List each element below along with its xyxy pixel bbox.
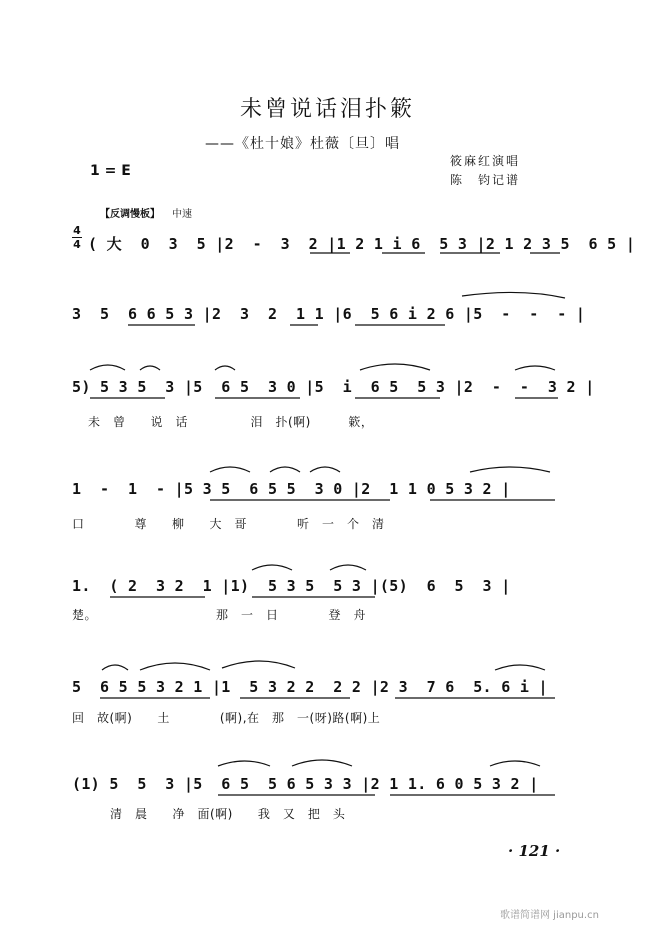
tempo-marking: 中速 xyxy=(172,209,192,220)
tie-slur xyxy=(360,364,430,370)
tie-slur xyxy=(222,661,295,668)
tie-slur xyxy=(215,366,235,370)
tie-slur xyxy=(270,467,300,472)
song-subtitle: ——《杜十娘》杜薇〔旦〕唱 xyxy=(205,136,400,152)
tie-slur xyxy=(515,366,555,370)
notation-line: ( 大 0 3 5 |2 - 3 2 |1 2 1 i 6 5 3 |2 1 2 3 5 6 5 | xyxy=(88,235,636,253)
tie-slur xyxy=(140,663,210,670)
tie-slur xyxy=(90,365,125,370)
notation-line: 3 5 6 6 5 3 |2 3 2 1 1 |6 5 6 i 2 6 |5 - - - | xyxy=(72,305,586,323)
notation-line: 5 6 5 5 3 2 1 |1 5 3 2 2 2 2 |2 3 7 6 5. 6 i | xyxy=(72,678,548,696)
lyrics-line: 口 尊 柳 大 哥 听 一 个 清 xyxy=(72,517,385,531)
tie-slur xyxy=(210,467,250,472)
tie-slur xyxy=(462,292,565,298)
tie-slur xyxy=(252,565,292,570)
song-title: 未曾说话泪扑簌 xyxy=(239,97,415,122)
lyrics-line: 回 故(啊) 土 (啊),在 那 一(呀)路(啊)上 xyxy=(72,711,381,725)
tie-slur xyxy=(218,761,270,766)
notation-line: 1. ( 2 3 2 1 |1) 5 3 5 5 3 |(5) 6 5 3 | xyxy=(72,577,511,595)
tie-slur xyxy=(470,467,550,472)
notation-line: 1 - 1 - |5 3 5 6 5 5 3 0 |2 1 1 0 5 3 2 | xyxy=(72,480,511,498)
transcriber-credit: 陈 钧记谱 xyxy=(450,173,521,187)
key-signature: 1 = E xyxy=(90,163,131,179)
notation-line: (1) 5 5 3 |5 6 5 5 6 5 3 3 |2 1 1. 6 0 5 3 2 | xyxy=(72,775,539,793)
tie-slur xyxy=(310,467,340,472)
tie-slur xyxy=(140,366,160,370)
watermark: 歌谱简谱网 jianpu.cn xyxy=(500,910,599,921)
tie-slur xyxy=(330,565,366,570)
time-signature-top: 4 xyxy=(73,224,81,237)
time-signature-bottom: 4 xyxy=(73,238,81,251)
page-number: · 121 · xyxy=(508,842,561,860)
tie-slur xyxy=(495,665,545,670)
tempo-tag: 【反调慢板】 xyxy=(100,209,160,220)
tie-slur xyxy=(292,760,352,766)
notation-line: 5) 5 3 5 3 |5 6 5 3 0 |5 i 6 5 5 3 |2 - - 3 2 | xyxy=(72,378,595,396)
lyrics-line: 楚。 那 一 日 登 舟 xyxy=(72,608,367,622)
lyrics-line: 清 晨 净 面(啊) 我 又 把 头 xyxy=(110,807,346,821)
performer-credit: 筱麻红演唱 xyxy=(450,154,521,168)
tie-slur xyxy=(490,761,540,766)
lyrics-line: 未 曾 说 话 泪 扑(啊) 簌， xyxy=(88,415,374,429)
tie-slur xyxy=(102,665,128,670)
